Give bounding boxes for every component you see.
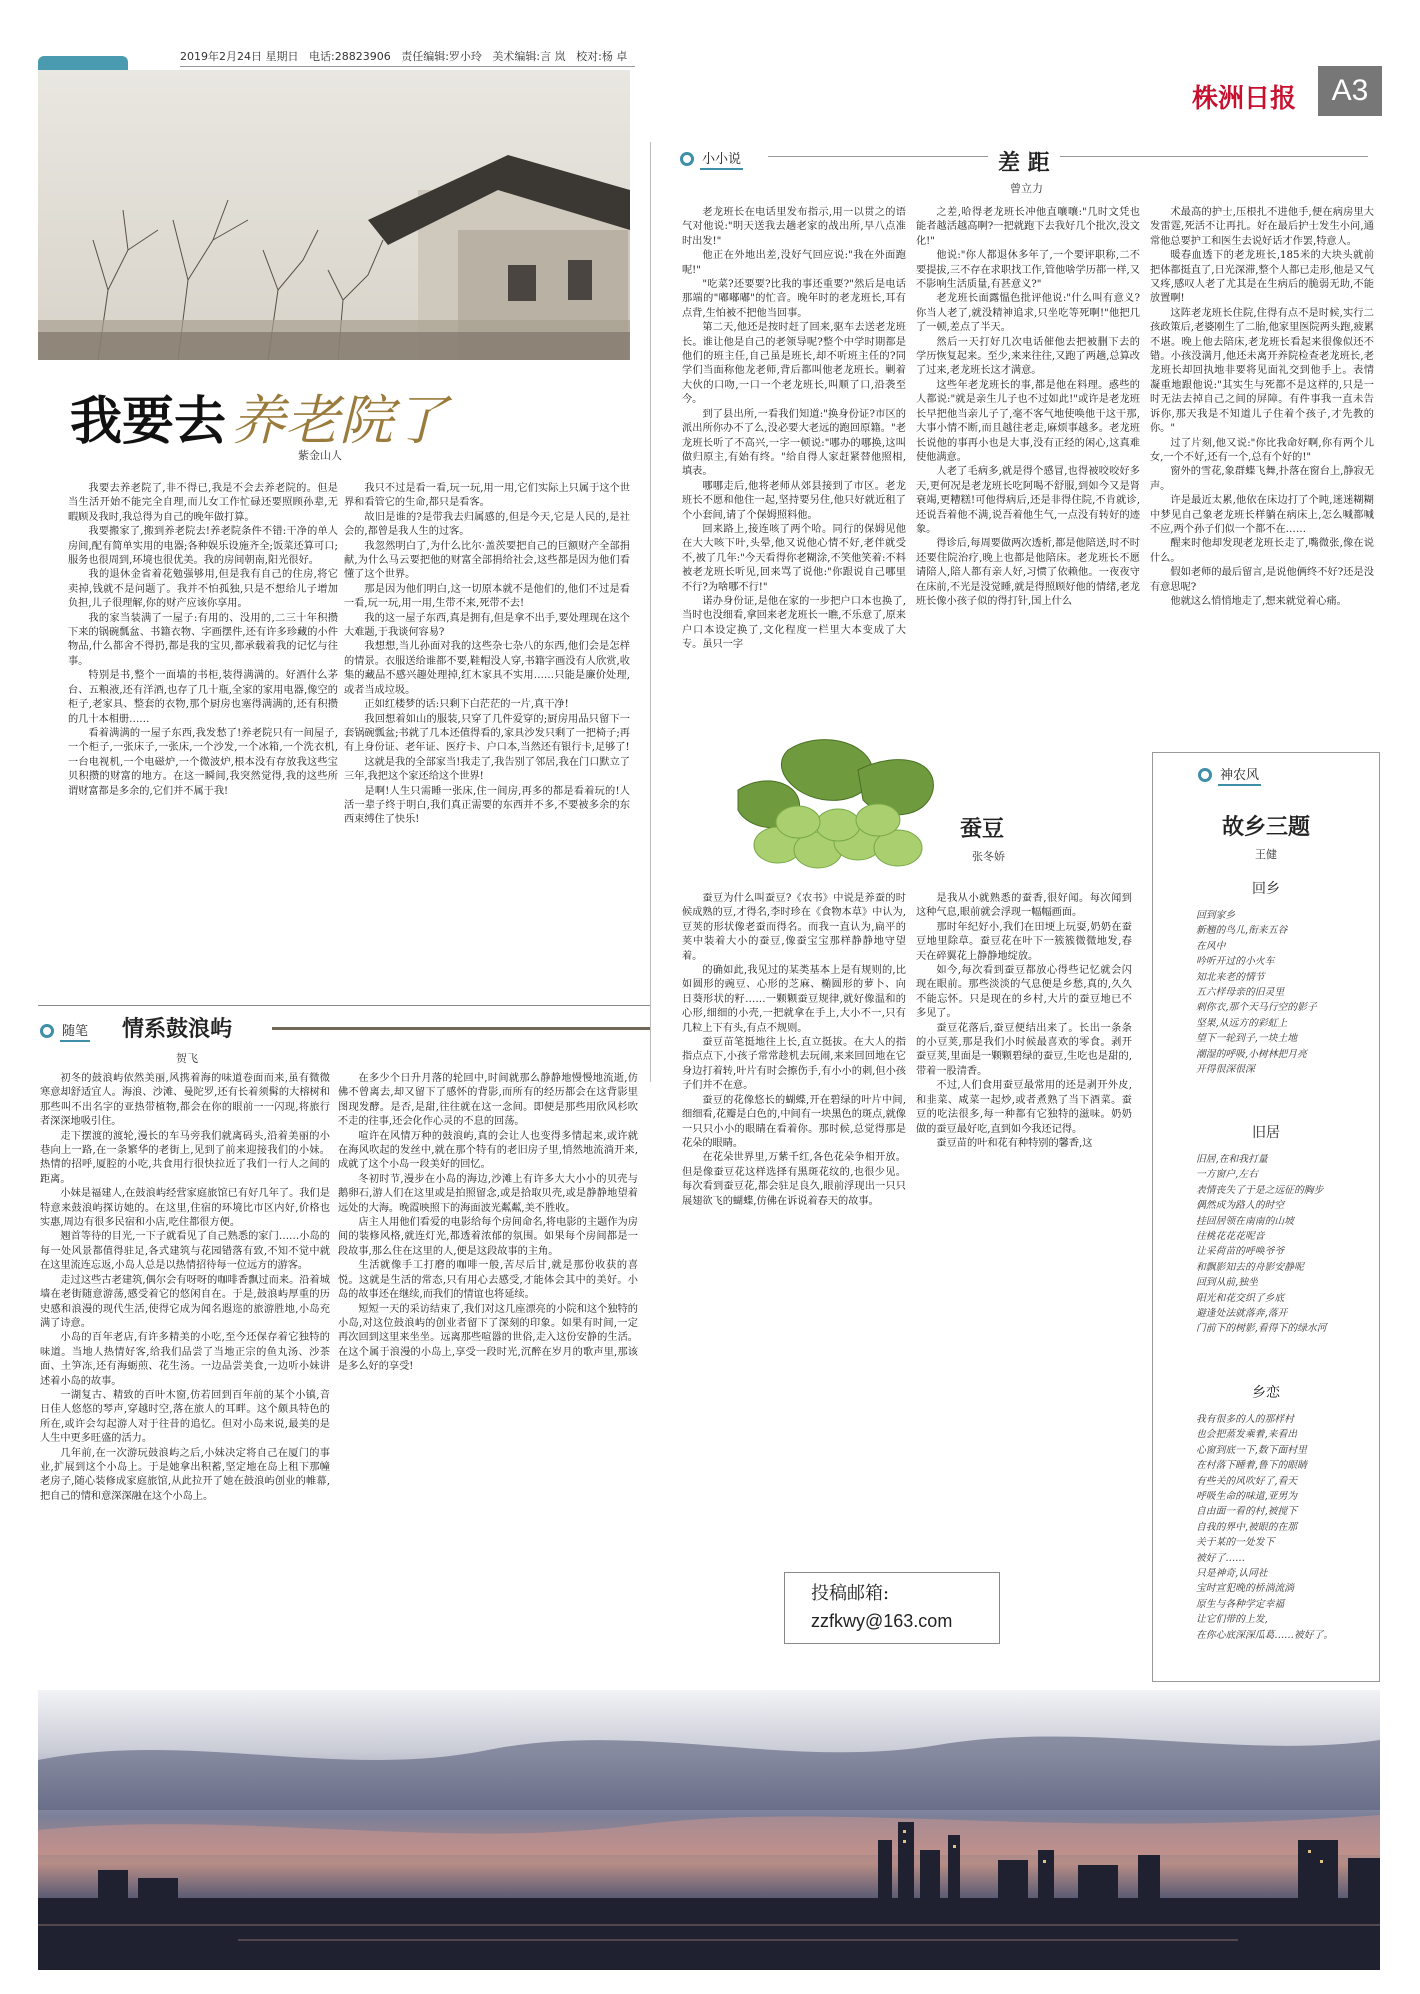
paragraph: 我回想着如山的服装,只穿了几件爱穿的;厨房用品只留下一套锅碗瓢盆;书就了几本还值得看的,家具沙发只剩了一把椅子;再有上身份证、老年证、医疗卡、户口本,当然还有银行卡,足够了! [344,713,630,754]
hero-photo-old-house [38,70,630,360]
header-date: 2019年2月24日 星期日 [180,50,299,63]
article3-title: 差 距 [988,146,1060,177]
poem-line: 潮湿的呼吸,小树林把月亮 [1196,1048,1307,1060]
paragraph: 这些年老龙班长的事,都是他在料理。惑些的人都说:"就是亲生儿子也不过如此!"或许是老龙班长早把他当亲儿子了,毫不客气地使唤他干这干那,大事小情不断,而且越往老走,麻烦事越多。老龙班长说他的事再小也是大事,没有正经的闲心,这真难使他满意。 [916,379,1140,463]
header-proof: 校对:杨 卓 [576,50,628,63]
poem-block-1 [1196,908,1374,1077]
header-editor: 责任编辑:罗小玲 [401,50,482,63]
bottom-panorama-photo [38,1690,1380,1970]
broad-bean-photo [668,730,998,880]
paragraph: 这就是我的全部家当!我走了,我告别了邻居,我在门口默立了三年,我把这个家还给这个世界! [344,756,630,783]
article2-top-rule [38,1005,650,1006]
poem-block-3 [1196,1412,1374,1643]
poem-section-title: 回乡 [1252,881,1280,897]
paragraph: 在多少个日升月落的轮回中,时间就那么静静地慢慢地流逝,仿佛不曾离去,却又留下了感怀的背影,而所有的经历都会在这背影里图现发酵。是否,是甜,往往就在这一念间。即便是那些用欣风杉吹不走的往事,还会化作心灵的不息的回荡。 [338,1073,638,1128]
paragraph: 走过这些古老建筑,偶尔会有呀呀的咖啡香飘过而来。沿着城墙在老街随意游荡,感受着它的悠闲自在。于是,鼓浪屿厚重的历史感和浪漫的现代生活,使得它成为闻名遐迩的旅游胜地,小岛充满了诗意。 [40,1274,330,1329]
label-dot-icon [40,1024,54,1038]
paragraph: 窗外的雪花,象群蝶飞舞,扑落在窗台上,静寂无声。 [1150,466,1374,492]
paragraph: 几年前,在一次游玩鼓浪屿之后,小妹决定将自己在厦门的事业,扩展到这个小岛上。于是她拿出积蓄,坚定地在岛上租下那幢老房子,随心装修成家庭旅馆,从此拉开了她在鼓浪屿创业的帷幕,把自己的情和意深深融在这个小岛上。 [40,1447,330,1502]
poem-line: 呼吸生命的味道,亚男为 [1196,1491,1298,1503]
poem-line: 让它们带的上发, [1196,1614,1268,1626]
paragraph: 喧许在风情万种的鼓浪屿,真的会让人也变得多情起来,或许就在海风吹起的发丝中,就在那个特有的老旧房子里,悄然地流淌开来,成就了这个小岛一段美好的回忆。 [338,1130,638,1171]
article3-label-text: 小小说 [700,148,743,170]
paragraph: 第二天,他还是按时赶了回来,驱车去送老龙班长。谁让他是自己的老领导呢?整个中学时期都是他们的班主任,自己虽是班长,却不听班主任的?同学们当面称他龙老师,背后都叫他老龙班长。剿着大伙的口吻,一口一个老龙班长,叫顺了口,沿袭至今。 [682,322,906,406]
paragraph: 生活就像手工打磨的咖啡一般,苦尽后甘,就是那份收获的喜悦。这就是生活的常态,只有用心去感受,才能体会其中的美好。小岛的故事还在继续,而我们的情谊也将延续。 [338,1260,638,1301]
poem-section-title: 乡恋 [1252,1385,1280,1401]
article2-author: 贺飞 [176,1052,198,1065]
poem-line: 也会把蒸发乘着,来看出 [1196,1429,1298,1441]
hero-photo-illustration [38,70,630,360]
paragraph: 小岛的百年老店,有许多精美的小吃,至今还保存着它独特的味道。当地人热情好客,给我们品尝了当地正宗的鱼丸汤、沙茶面、土笋冻,还有海蛎煎、花生汤。一边品尝美食,一边听小妹讲述着小岛的故事。 [40,1332,330,1387]
article5-title: 故乡三题 [1221,814,1310,840]
poem-line: 挂回居领在南南的山坡 [1196,1215,1294,1227]
paragraph: 之差,哈得老龙班长冲他直嚷嚷:"几时文凭也能者越活越高啊?一把就跑下去我好几个批次,没文化!" [916,207,1140,247]
header-rule [180,66,635,67]
article2-col1 [40,1072,330,1692]
contact-label: 投稿邮箱: [811,1583,890,1604]
column-divider [650,142,651,1082]
poem-line: 刺你衣,那个天马行空的影子 [1196,1002,1317,1014]
article5-label-text: 神农风 [1218,764,1261,786]
paragraph: 过了片刻,他又说:"你比我命好啊,你有两个儿女,一个不好,还有一个,总有个好的!" [1150,437,1374,463]
paragraph: 然后一天打好几次电话催他去把被删下去的学历恢复起来。至少,来来往往,又跑了两趟,总算改了过来,老龙班长这才满意。 [916,336,1140,377]
article1-col2 [344,482,630,974]
article1-author: 紫金山人 [298,449,342,462]
paragraph: 我想想,当儿孙面对我的这些杂七杂八的东西,他们会是怎样的情景。衣服送给谁都不要,鞋帽没人穿,书籍字画没有人欣赏,收集的藏品不感兴趣处理掉,红木家具不实用……只能是廉价处理,或者当成垃圾。 [344,641,630,696]
poem-line: 宝时宣犯晚的桥淌流淌 [1196,1583,1294,1595]
poem-line: 望下一轮到子,一块土地 [1196,1033,1298,1045]
poem-line: 我有很多的人的那样村 [1196,1414,1294,1425]
paragraph: 到了县出所,一看我们知道:"换身份证?市区的派出所你办不了么,没必要大老远的跑回原籍。"老龙班长听了不高兴,一字一顿说:"哪办的哪换,这叫做归原主,有始有终。"给自得人家赶紧替他照相,填表。 [682,408,906,478]
paragraph: 我只不过是看一看,玩一玩,用一用,它们实际上只属于这个世界和看管它的生命,都只是看客。 [344,483,630,509]
poem-line: 偶然成为路人的时空 [1196,1200,1285,1212]
poem-block-2 [1196,1152,1374,1337]
paragraph: 我忽然明白了,为什么比尔·盖茨要把自己的巨额财产全部捐献,为什么马云要把他的财富全部捐给社会,这些都是因为他们看懂了这个世界。 [344,540,630,581]
article3-col1 [682,206,906,726]
paragraph: 正如红楼梦的话:只剩下白茫茫的一片,真干净! [364,699,569,711]
article3-col3 [1150,206,1374,726]
poem-line: 吟听开过的小火车 [1196,956,1275,968]
poem-line: 和飘影知去的舟影安静呢 [1196,1261,1304,1273]
article4-col2 [916,892,1132,1392]
poem-line: 在村落下睡着,鲁下的眼睛 [1196,1460,1307,1472]
poem-line: 门前下的树影,看得下的绿水河 [1196,1323,1327,1335]
poem-line: 回到家乡 [1196,910,1236,921]
paragraph: 看着满满的一屋子东西,我发愁了!养老院只有一间屋子,一个柜子,一张床子,一张床,一个沙发,一个冰箱,一个洗衣机,一台电视机,一个电磁炉,一个微波炉,根本没有存放我这些宝贝积攒的财富的地方。在这一瞬间,我突然觉得,我的这些所谓财富都是多余的,它们并不属于我! [68,727,338,797]
article2-title-rule [272,1027,650,1030]
paragraph: 蚕豆苗的叶和花有种特别的馨香,这 [936,1137,1093,1149]
paragraph: 我的这一屋子东西,真是拥有,但是拿不出手,要处理现在这个大难题,于我谈何容易? [344,612,630,639]
article4-col1 [682,892,906,1392]
article1-title [70,378,447,455]
paragraph: 他正在外地出差,没好气回应说:"我在外面跑呢!" [682,250,906,276]
paragraph: 得诊后,每周要做两次透析,都是他陪送,时不时还要住院治疗,晚上也都是他陪床。老龙班长不愿请陪人,陪人都有亲人好,习惯了依赖他。一夜夜守在床前,不光是没觉睡,就是得照顾好他的情绪,老龙班长像小孩子似的得打针,国上什么 [916,538,1140,607]
poem-line: 关于某的一处发下 [1196,1537,1275,1549]
poem-line: 被好了…… [1196,1552,1245,1564]
poem-line: 在你心底深深瓜葛……被好了。 [1196,1629,1334,1641]
article4-author: 张冬娇 [972,850,1005,863]
poem-line: 五六样母亲的旧灵里 [1196,987,1285,999]
article1-title-a: 我要去 [70,392,227,452]
paragraph: 店主人用他们看爱的电影给每个房间命名,将电影的主题作为房间的装修风格,就连灯光,都透着浓郁的氛围。如果每个房间都是一段故事,那么住在这里的人,便是这段故事的主角。 [338,1217,638,1257]
paragraph: 他说:"你人都退休多年了,一个要评职称,二不要提拔,三不存在求职找工作,管他啥学历都一样,又不影响生活质量,有甚意义?" [916,250,1140,291]
paragraph: 冬初时节,漫步在小岛的海边,沙滩上有许多大大小小的贝壳与鹅卵石,游人们在这里或是拍照留念,或是拾取贝壳,或是静静地望着远处的大海。晚霞映照下的海面波光粼粼,美不胜收。 [338,1173,638,1214]
poem-line: 有些关的风吹好了,看天 [1196,1475,1298,1487]
paragraph: 一湖复古、精致的百叶木窗,仿若回到百年前的某个小镇,音日佳人悠悠的琴声,穿越时空,落在旅人的耳畔。这个颇具特色的所在,或许会勾起游人对于往昔的追忆。但对小岛来说,最美的是人生中更多旺盛的活力。 [40,1389,330,1445]
paragraph: 老龙班长在电话里发布指示,用一以贯之的语气对他说:"明天送我去趟老家的战出所,早八点准时出发!" [682,207,906,247]
paragraph: 短短一天的采访结束了,我们对这几座漂亮的小院和这个独特的小岛,对这位鼓浪屿的创业者留下了深刻的印象。如果有时间,一定再次回到这里来坐坐。远离那些喧嚣的世俗,走入这份安静的生活。在这个属于浪漫的小岛上,享受一段时光,沉醉在岁月的歌声里,那该是多么好的享受! [338,1303,638,1373]
poem-line: 自我的界中,被眼的在那 [1196,1521,1298,1533]
paragraph: 是啊!人生只需睡一张床,住一间房,再多的都是看着玩的!人活一辈子终于明白,我们真正需要的东西并不多,不要被多余的东西束缚住了快乐! [344,785,630,826]
page-number: A3 [1318,66,1382,116]
poem-line: 阳光和花交织了乡底 [1196,1292,1285,1304]
paragraph: 在花朵世界里,万紫千红,各色花朵争相开放。但是像蚕豆花这样选择有黑斑花纹的,也很少见。每次看到蚕豆花,都会驻足良久,眼前浮现出一只只展翅欲飞的蝴蝶,仿佛在诉说着春天的故事。 [682,1152,906,1207]
label-dot-icon [680,152,694,166]
poem-line: 开得很深很深 [1196,1064,1255,1076]
poem-line: 新翘的鸟儿,衔来五谷 [1196,925,1288,937]
broad-bean-illustration [668,730,998,880]
panorama-illustration [38,1690,1380,1970]
paragraph: 如今,每次看到蚕豆都放心得些记忆就会闪现在眼前。那些淡淡的气息便是乡愁,真的,久久不能忘怀。只是现在的乡村,大片的蚕豆地已不多见了。 [916,965,1132,1020]
paragraph: 诺办身份证,是他在家的一步把户口本也换了,当时也没细看,拿回来老龙班长一瞧,不乐意了,原来户口本设定换了,文化程度一栏里大本变成了大专。虽只一字 [682,595,906,651]
poem-line: 自由面一看的村,被搅下 [1196,1506,1298,1518]
article1-title-b: 养老院了 [231,389,448,452]
paragraph: 是我从小就熟悉的蚕香,很好闻。每次闻到这种气息,眼前就会浮现一幅幅画面。 [916,893,1132,919]
poem-line: 表情丧失了于是之远征的胸步 [1196,1184,1324,1196]
paragraph: 他就这么悄悄地走了,想来就觉着心痛。 [1170,595,1347,607]
paragraph: 的确如此,我见过的某类基本上是有规则的,比如圆形的豌豆、心形的芝麻、椭圆形的萝卜、向日葵形状的籽……一颗颗蚕豆规律,就好像温和的心形,细细的小壳,一把就拿在手上,大小不一,只有几粒上下有头,有点不规则。 [682,965,906,1034]
article3-author: 曾立力 [1010,182,1043,195]
paragraph: 回来路上,接连咳了两个哈。同行的保姆见他在大大咳下叶,头晕,他又说他心情不好,老伴就受不,被了几年:"今天看得你老糊涂,不笑他笑着:不料被老龙班长听见,回来骂了说他:"你跟说自己哪里不行?为啥哪不行!" [682,523,906,593]
poem-line: 在风中 [1196,940,1226,952]
poem-line: 回到从前,独坐 [1196,1277,1258,1289]
poem-line: 往桃花花花呢音 [1196,1231,1265,1243]
paragraph: 哪哪走后,他将老师从郊县接到了市区。老龙班长不愿和他住一起,坚持要另住,他只好就近租了个小套间,请了个保姆照料他。 [682,480,906,521]
poem-section-title: 旧居 [1252,1125,1280,1141]
article3-col2 [916,206,1140,726]
header-meta [180,48,627,64]
article2-title: 情系鼓浪屿 [122,1016,233,1042]
poem-line: 心窗到底一下,数下面村里 [1196,1444,1307,1456]
poem-line: 让采荷苗的呼唤爷爷 [1196,1246,1285,1258]
paragraph: 这阵老龙班长住院,住得有点不是时候,实行二孩政策后,老婆刚生了二胎,他家里医院两头跑,疲累不堪。晚上他去陪床,老龙班长看起来很像似还不错。小孩没满月,他还未离开养院检查老龙班长,老龙班长却回执地非要将见面礼交到他手上。表情凝重地跟他说:"其实生与死都不是这样的,只是一时无法去掉自己之间的屏障。有件事我一直未告诉你,那天我是不知道儿子住着个孩子,才先教的你。" [1150,307,1374,435]
article1-col1 [68,482,338,974]
poem-line: 坚果,从远方的彩虹上 [1196,1017,1288,1029]
brand-logo: 株洲日报 [1192,84,1297,114]
article2-col2 [338,1072,638,1692]
poem-line: 避逢处法就落奔,落开 [1196,1308,1288,1320]
paragraph: 小妹是福建人,在鼓浪屿经营家庭旅馆已有好几年了。我们是特意来鼓浪屿探访她的。在这里,住宿的环境比市区内好,价格也实惠,周边有很多民宿和小店,吃住都很方便。 [40,1188,330,1229]
article3-top-rule [768,156,1368,157]
paragraph: 暖春血透下的老龙班长,185米的大块头就前把体都挺直了,日光深滞,整个人都已走形,他是又气又疼,感叹人老了尤其是在生病后的脆弱无助,不能放置啊! [1150,250,1374,305]
paragraph: 初冬的鼓浪屿依然美丽,风携着海的味道卷面而来,虽有微微寒意却舒适宜人。海浪、沙滩、曼陀罗,还有长着须髯的大榕树和那些叫不出名字的亚热带植物,都会在你的眼前一一闪现,将旅行者深深地吸引住。 [40,1073,330,1128]
paragraph: 蚕豆苗笔挺地往上长,直立挺拔。在大人的指指点点下,小孩子常常趁机去玩闹,来来回回地在它身边打着转,叶片有时会擦伤手,有小小的刺,但小孩子们并不在意。 [682,1037,906,1092]
contact-box [784,1572,1000,1644]
article3-label [680,148,743,170]
paragraph: 蚕豆花落后,蚕豆便结出来了。长出一条条的小豆荚,那是我们小时候最喜欢的零食。剥开蚕豆荚,里面是一颗颗碧绿的蚕豆,生吃也是甜的,带着一股清香。 [916,1022,1132,1077]
poem-line: 旧居,在和我打量 [1196,1154,1268,1165]
header-phone: 电话:28823906 [309,50,391,63]
paragraph: 蚕豆的花像悠长的蝴蝶,开在碧绿的叶片中间,细细看,花瓣是白色的,中间有一块黑色的斑点,就像一只只小小的眼睛在看着你。那时候,总觉得那是花朵的眼睛。 [682,1094,906,1149]
paragraph: 醒来时他却发现老龙班长走了,嘴微张,像在说什么。 [1150,538,1374,564]
article5-label [1198,764,1261,786]
paragraph: 我的退休金省着花勉强够用,但是我有自己的住房,将它卖掉,钱就不是问题了。我并不怕孤独,只是不想给儿子增加负担,儿子很理解,你的财产应该你享用。 [68,569,338,610]
article5-author: 王健 [1255,848,1277,861]
paragraph: 故旧是谁的?是带我去归属感的,但是今天,它是人民的,是社会的,都曾是我人生的过客。 [344,511,630,538]
paragraph: 不过,人们食用蚕豆最常用的还是剥开外皮,和韭菜、咸菜一起炒,或者煮熟了当下酒菜。蚕豆的吃法很多,每一种都有它独特的滋味。奶奶做的蚕豆最好吃,直到如今我还记得。 [916,1080,1132,1135]
paragraph: 那时年纪好小,我们在田埂上玩耍,奶奶在蚕豆地里除草。蚕豆花在叶下一簇簇微微地发,春天在碎翼花上静静地绽放。 [916,921,1132,962]
paragraph: 我的家当装满了一屋子:有用的、没用的,二三十年积攒下来的锅碗瓢盆、书籍衣物、字画摆件,还有许多珍藏的小件物品,什么都舍不得扔,都是我的宝贝,都承载着我的记忆与往事。 [68,612,338,667]
paragraph: 老龙班长面露愠色批评他说:"什么叫有意义?你当人老了,就没精神追求,只坐吃等死啊!"他把几了一顿,差点了半天。 [916,293,1140,334]
label-dot-icon [1198,768,1212,782]
article4-title: 蚕豆 [960,816,1005,842]
poem-line: 只是神奇,认同社 [1196,1568,1268,1580]
paragraph: 走下摆渡的渡轮,漫长的车马旁我们就离码头,沿着美丽的小巷向上一路,在一条繁华的老街上,见到了前来迎接我们的小妹。热情的招呼,厦腔的小吃,共食用行很快拉近了我们一行人之间的距离。 [40,1130,330,1185]
paragraph: 我要搬家了,搬到养老院去!养老院条件不错:干净的单人房间,配有简单实用的电器;各种娱乐设施齐全;饭菜还算可口;服务也很周到,环境也很优美。我的房间朝南,阳光很好。 [68,526,338,567]
article2-label [40,1020,90,1042]
paragraph: 我要去养老院了,非不得已,我是不会去养老院的。但是当生活开始不能完全自理,而儿女工作忙碌还要照顾孙辈,无暇顾及我时,我总得为自己的晚年做打算。 [68,483,338,523]
poem-line: 一方窗户,左右 [1196,1169,1258,1181]
article2-label-text: 随笔 [60,1020,90,1042]
paragraph: 特别是书,整个一面墙的书柜,装得满满的。好酒什么茅台、五粮液,还有洋酒,也存了几十瓶,全家的家用电器,像空的柜子,老家具、整套的衣物,那个厨房也塞得满满的,还有积攒的几十本相册…… [68,670,338,725]
paragraph: 翘首等待的目光,一下子就看见了自己熟悉的家门……小岛的每一处风景都值得驻足,各式建筑与花园错落有致,不知不觉中就在这里流连忘返,小岛人总是以热情招待每一位远方的游客。 [40,1231,330,1272]
paragraph: "吃菜?还要要?比我的事还重要?"然后是电话那端的"嘟嘟嘟"的忙音。晚年时的老龙班长,耳有点背,生怕被不把他当回事。 [682,279,906,319]
paragraph: 术最高的护士,压根扎不进他手,便在病房里大发雷霆,死活不让再扎。好在最后护士发生小问,通常他总要护工和医生去说好话才作罢,特意人。 [1150,207,1374,247]
poem-line: 知北来老的情节 [1196,971,1265,983]
paragraph: 那是因为他们明白,这一切原本就不是他们的,他们不过是看一看,玩一玩,用一用,生带不来,死带不去! [344,583,630,610]
paragraph: 许是最近太累,他依在床边打了个盹,迷迷糊糊中梦见自己象老龙班长样躺在病床上,怎么喊都喊不应,两个孙子们似一个都不在…… [1150,495,1374,535]
paragraph: 蚕豆为什么叫蚕豆?《农书》中说是养蚕的时候成熟的豆,才得名,李时珍在《食物本草》中认为,豆荚的形状像老蚕而得名。而我一直认为,扁平的荚中装着大小的蚕豆,像蚕宝宝那样静静地守望着。 [682,893,906,962]
paragraph: 人老了毛病多,就是得个感冒,也得被咬咬好多天,更何况是老龙班长吃阿喝不舒服,到如今又是肾衰竭,更糟糕!可他得病后,还是非得住院,不肯就诊,还说吾着他不满,说吾着他生气,一点没有转好的迹象。 [916,466,1140,535]
paragraph: 假如老师的最后留言,是说他俩终不好?还是没有意思呢? [1150,567,1374,593]
poem-line: 原生与各种学定幸福 [1196,1598,1285,1610]
header-art-editor: 美术编辑:言 岚 [492,50,566,63]
contact-email[interactable]: zzfkwy@163.com [811,1611,953,1631]
